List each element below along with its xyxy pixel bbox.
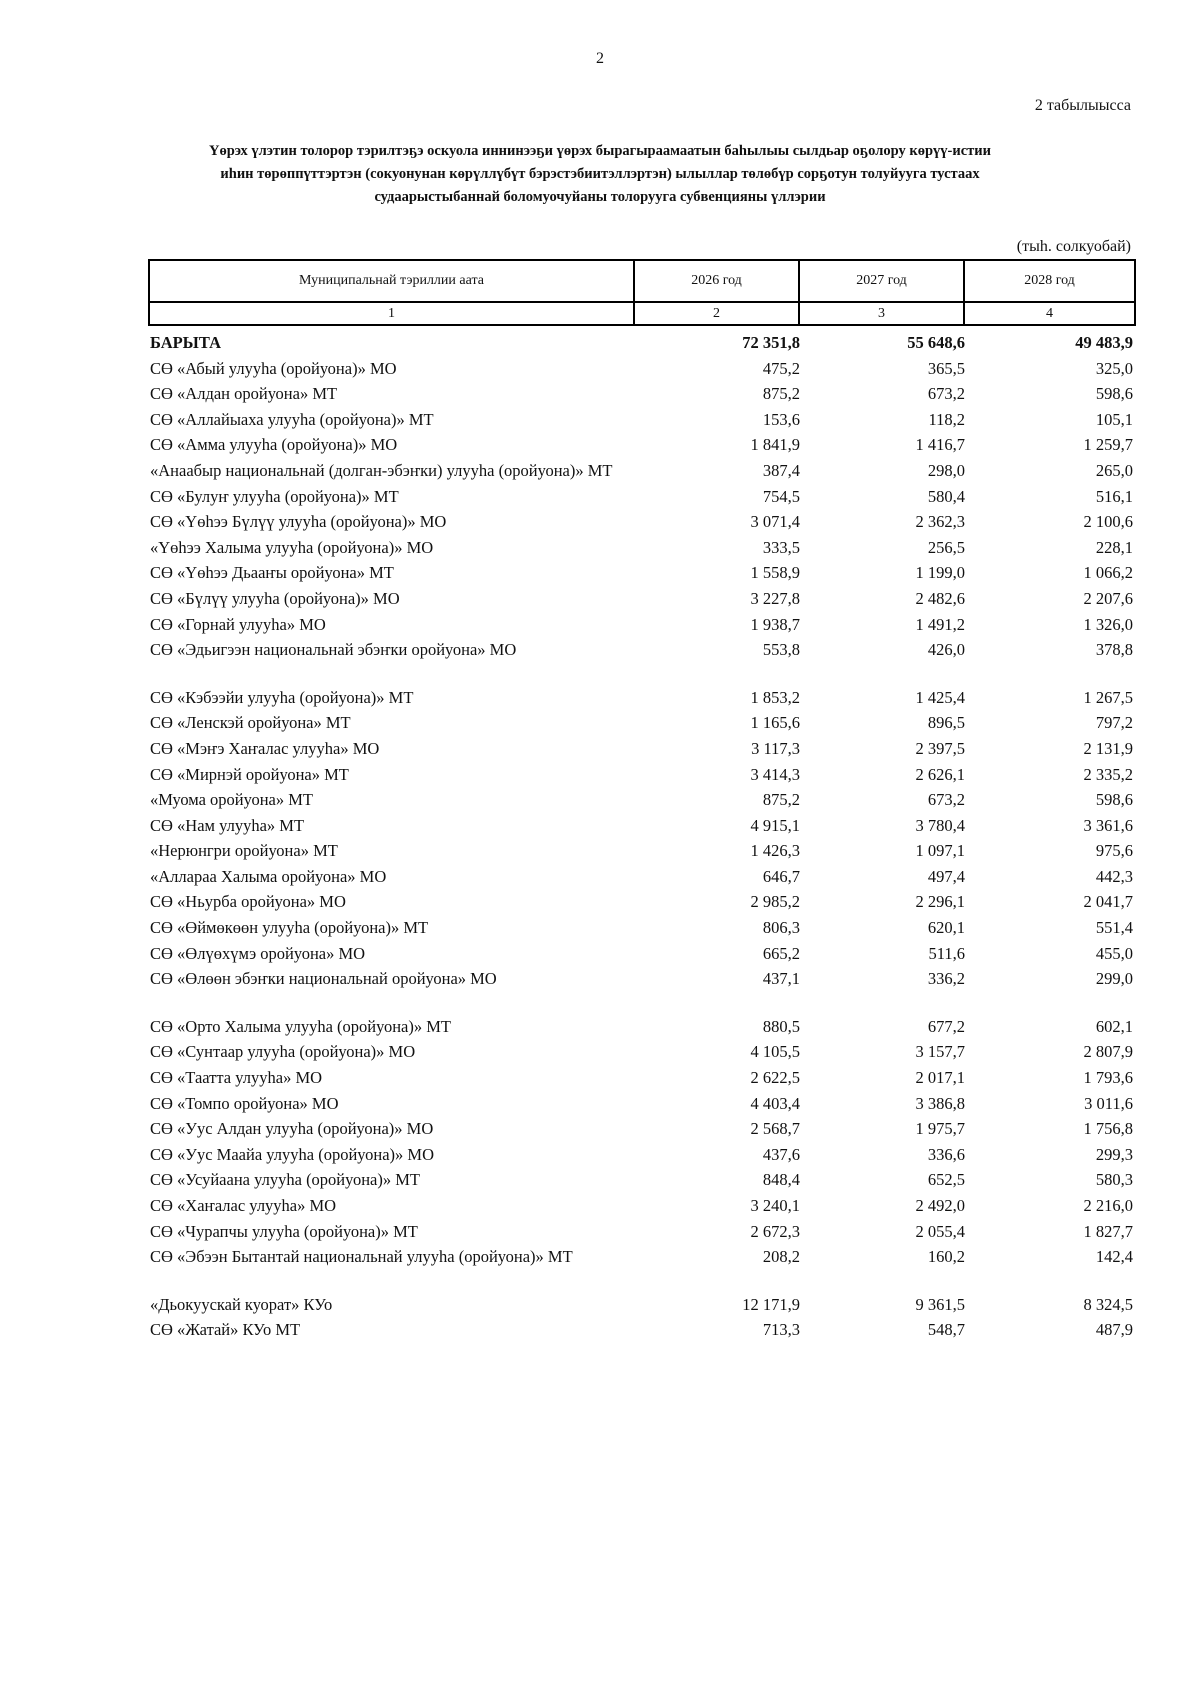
page-number: 2 <box>596 50 604 67</box>
value-2027: 580,4 <box>927 486 965 506</box>
value-2028: 299,3 <box>1095 1144 1133 1164</box>
value-2026: 880,5 <box>762 1016 800 1036</box>
municipality-name: СӨ «Амма улууһа (оройуона)» МО <box>150 435 398 455</box>
table-row <box>150 535 1133 561</box>
value-2028: 551,4 <box>1095 918 1133 938</box>
value-2028: 797,2 <box>1095 713 1133 733</box>
table-row <box>150 407 1133 433</box>
value-2028: 580,3 <box>1095 1170 1133 1190</box>
table-row <box>150 432 1133 458</box>
municipality-name: СӨ «Кэбээйи улууһа (оройуона)» МТ <box>150 687 414 707</box>
value-2026: 3 071,4 <box>750 512 800 532</box>
table-row <box>150 1167 1133 1193</box>
value-2027: 896,5 <box>927 713 965 733</box>
table-row <box>150 864 1133 890</box>
header-municipality: Муниципальнай тэриллии аата <box>149 260 634 302</box>
value-2027: 548,7 <box>927 1320 965 1340</box>
table-row <box>150 1142 1133 1168</box>
value-2026: 4 105,5 <box>750 1042 800 1062</box>
value-2028: 378,8 <box>1095 640 1133 660</box>
value-2027: 2 362,3 <box>915 512 965 532</box>
municipality-name: СӨ «Үөһээ Бүлүү улууһа (оройуона)» МО <box>150 512 447 532</box>
group-spacer <box>150 992 1133 1014</box>
value-2026: 875,2 <box>762 790 800 810</box>
value-2028: 228,1 <box>1095 537 1133 557</box>
value-2027: 1 491,2 <box>915 614 965 634</box>
value-2026: 387,4 <box>762 460 800 480</box>
value-2027: 118,2 <box>928 409 965 429</box>
value-2027: 160,2 <box>927 1247 965 1267</box>
value-2028: 2 041,7 <box>1083 892 1133 912</box>
value-2027: 1 416,7 <box>915 435 965 455</box>
value-2026: 208,2 <box>762 1247 800 1267</box>
value-2027: 3 386,8 <box>915 1093 965 1113</box>
table-row <box>150 560 1133 586</box>
municipality-name: СӨ «Абый улууһа (оройуона)» МО <box>150 358 397 378</box>
municipality-name: «Дьокуускай куорат» КУо <box>150 1294 333 1314</box>
value-2026: 848,4 <box>762 1170 800 1190</box>
value-2026: 475,2 <box>762 358 800 378</box>
municipality-name: «Нерюнгри оройуона» МТ <box>150 841 338 861</box>
value-2026: 1 558,9 <box>750 563 800 583</box>
municipality-name: СӨ «Мирнэй оройуона» МТ <box>150 764 349 784</box>
value-2026: 4 915,1 <box>750 815 800 835</box>
value-2028: 975,6 <box>1095 841 1133 861</box>
value-2027: 2 055,4 <box>915 1221 965 1241</box>
value-2026: 553,8 <box>762 640 800 660</box>
municipality-name: СӨ «Аллайыаха улууһа (оройуона)» МТ <box>150 409 434 429</box>
municipality-name: СӨ «Орто Халыма улууһа (оройуона)» МТ <box>150 1016 451 1036</box>
municipality-name: СӨ «Өлөөн эбэҥки национальнай оройуона» МО <box>150 969 497 989</box>
value-2028: 1 259,7 <box>1083 435 1133 455</box>
table-row <box>150 637 1133 663</box>
value-2026: 3 240,1 <box>750 1196 800 1215</box>
value-2028: 602,1 <box>1095 1016 1133 1036</box>
municipality-name: СӨ «Сунтаар улууһа (оройуона)» МО <box>150 1042 416 1062</box>
value-2026: 875,2 <box>762 384 800 404</box>
value-2028: 1 267,5 <box>1083 687 1133 707</box>
value-2027: 1 975,7 <box>915 1119 965 1139</box>
value-2028: 455,0 <box>1095 943 1133 963</box>
value-2028: 299,0 <box>1095 969 1133 989</box>
column-number: 3 <box>799 302 964 325</box>
group-spacer <box>150 663 1133 685</box>
column-number: 1 <box>149 302 634 325</box>
title-line: Үөрэх үлэтин толорор тэрилтэҕэ оскуола иннинээҕи үөрэх бырагыраамаатын баһылыы сылдьар оҕолору көрүү-истии <box>209 143 991 159</box>
annex-label: 2 табылыысса <box>1034 97 1131 114</box>
value-2026: 333,5 <box>762 537 800 557</box>
value-2028: 1 066,2 <box>1083 563 1133 583</box>
value-2028: 8 324,5 <box>1083 1294 1133 1314</box>
value-2028: 265,0 <box>1095 460 1133 480</box>
municipality-name: СӨ «Уус Алдан улууһа (оройуона)» МО <box>150 1119 434 1139</box>
value-2026: 646,7 <box>762 866 800 886</box>
value-2028: 1 827,7 <box>1083 1221 1133 1241</box>
value-2026: 3 227,8 <box>750 588 800 608</box>
municipality-name: «Муома оройуона» МТ <box>150 790 314 810</box>
value-2028: 2 207,6 <box>1083 588 1133 608</box>
municipality-name: СӨ «Уус Маайа улууһа (оройуона)» МО <box>150 1144 435 1164</box>
value-2028: 325,0 <box>1095 358 1133 378</box>
municipality-name: СӨ «Усуйаана улууһа (оройуона)» МТ <box>150 1170 421 1190</box>
table-row <box>150 586 1133 612</box>
value-2028: 487,9 <box>1095 1320 1133 1340</box>
value-2028: 2 100,6 <box>1083 512 1133 532</box>
table-row <box>150 1292 1133 1318</box>
table-row <box>150 381 1133 407</box>
municipality-name: СӨ «Эдьигээн национальнай эбэҥки оройуона» МО <box>150 640 517 660</box>
value-2028: 105,1 <box>1095 409 1133 429</box>
value-2026: 1 841,9 <box>750 435 800 455</box>
municipality-name: СӨ «Бүлүү улууһа (оройуона)» МО <box>150 588 400 608</box>
table-row <box>150 966 1133 992</box>
total-2027: 55 648,6 <box>907 333 965 352</box>
municipality-name: СӨ «Томпо оройуона» МО <box>150 1093 339 1113</box>
municipality-name: СӨ «Хаҥалас улууһа» МО <box>150 1196 337 1215</box>
value-2027: 2 626,1 <box>915 764 965 784</box>
value-2026: 4 403,4 <box>750 1093 800 1113</box>
municipality-name: СӨ «Ньурба оройуона» МО <box>150 892 346 912</box>
header-2027: 2027 год <box>799 260 964 302</box>
total-label: БАРЫТА <box>150 333 221 352</box>
total-2026: 72 351,8 <box>742 333 800 352</box>
value-2027: 2 397,5 <box>915 738 965 758</box>
table-row <box>150 612 1133 638</box>
value-2026: 665,2 <box>762 943 800 963</box>
table-row <box>150 1116 1133 1142</box>
value-2026: 2 672,3 <box>750 1221 800 1241</box>
value-2027: 1 199,0 <box>915 563 965 583</box>
table-row <box>150 762 1133 788</box>
table-row <box>150 889 1133 915</box>
municipality-name: СӨ «Үөһээ Дьааҥы оройуона» МТ <box>150 563 394 583</box>
group-spacer <box>150 1270 1133 1292</box>
value-2026: 1 938,7 <box>750 614 800 634</box>
table-row <box>150 915 1133 941</box>
table-row <box>150 484 1133 510</box>
value-2027: 2 017,1 <box>915 1068 965 1088</box>
municipality-name: СӨ «Жатай» КУо МТ <box>150 1320 301 1340</box>
header-2026: 2026 год <box>634 260 799 302</box>
table-row <box>150 1039 1133 1065</box>
municipality-name: СӨ «Өлүөхүмэ оройуона» МО <box>150 943 366 963</box>
table-row <box>150 1014 1133 1040</box>
municipality-name: СӨ «Горнай улууһа» МО <box>150 614 326 634</box>
value-2026: 12 171,9 <box>742 1294 800 1314</box>
value-2027: 3 780,4 <box>915 815 965 835</box>
municipality-name: СӨ «Мэҥэ Хаҥалас улууһа» МО <box>150 738 380 758</box>
value-2028: 2 807,9 <box>1083 1042 1133 1062</box>
value-2027: 511,6 <box>928 943 965 963</box>
value-2028: 1 326,0 <box>1083 614 1133 634</box>
value-2027: 673,2 <box>927 384 965 404</box>
municipality-name: СӨ «Өймөкөөн улууһа (оройуона)» МТ <box>150 918 429 938</box>
municipality-name: СӨ «Ленскэй оройуона» МТ <box>150 713 351 733</box>
table-row <box>150 356 1133 382</box>
table-row <box>150 838 1133 864</box>
units-label: (тыһ. солкуобай) <box>1016 238 1131 255</box>
value-2026: 153,6 <box>762 409 800 429</box>
value-2027: 620,1 <box>927 918 965 938</box>
value-2028: 516,1 <box>1095 486 1133 506</box>
table-header <box>148 259 1136 326</box>
municipality-name: СӨ «Алдан оройуона» МТ <box>150 384 338 404</box>
value-2027: 673,2 <box>927 790 965 810</box>
table-row <box>150 1065 1133 1091</box>
value-2027: 426,0 <box>927 640 965 660</box>
value-2028: 442,3 <box>1095 866 1133 886</box>
table-row <box>150 458 1133 484</box>
municipality-name: СӨ «Таатта улууһа» МО <box>150 1068 323 1088</box>
value-2028: 3 361,6 <box>1083 815 1133 835</box>
table-row <box>150 1193 1133 1219</box>
total-2028: 49 483,9 <box>1075 333 1133 352</box>
value-2027: 3 157,7 <box>915 1042 965 1062</box>
value-2026: 754,5 <box>762 486 800 506</box>
value-2026: 2 568,7 <box>750 1119 800 1139</box>
value-2027: 2 296,1 <box>915 892 965 912</box>
municipality-name: СӨ «Эбээн Бытантай национальнай улууһа (оройуона)» МТ <box>150 1247 573 1267</box>
table-row <box>150 710 1133 736</box>
municipality-name: «Анаабыр национальнай (долган-эбэҥки) улууһа (оройуона)» МТ <box>150 460 613 480</box>
table-row <box>150 1244 1133 1270</box>
municipality-name: СӨ «Булуҥ улууһа (оройуона)» МТ <box>150 486 399 506</box>
value-2026: 2 985,2 <box>750 892 800 912</box>
table-row <box>150 941 1133 967</box>
value-2026: 3 117,3 <box>751 738 800 758</box>
title-line: иһин төрөппүттэртэн (сокуонунан көрүллүбүт бэрэстэбиитэллэртэн) ылыллар төлөбүр сорҕотун толуйууга тустаах <box>220 166 980 182</box>
value-2028: 2 216,0 <box>1083 1196 1133 1215</box>
value-2028: 1 756,8 <box>1083 1119 1133 1139</box>
column-number: 4 <box>964 302 1135 325</box>
value-2027: 336,6 <box>927 1144 965 1164</box>
value-2027: 677,2 <box>927 1016 965 1036</box>
value-2028: 598,6 <box>1095 790 1133 810</box>
value-2027: 365,5 <box>927 358 965 378</box>
value-2027: 2 492,0 <box>915 1196 965 1215</box>
value-2027: 652,5 <box>927 1170 965 1190</box>
table-body <box>150 330 1133 1343</box>
value-2026: 437,6 <box>762 1144 800 1164</box>
value-2027: 497,4 <box>927 866 965 886</box>
value-2028: 3 011,6 <box>1084 1093 1133 1113</box>
value-2027: 298,0 <box>927 460 965 480</box>
value-2026: 2 622,5 <box>750 1068 800 1088</box>
municipality-name: СӨ «Чурапчы улууһа (оройуона)» МТ <box>150 1221 418 1241</box>
municipality-name: «Үөһээ Халыма улууһа (оройуона)» МО <box>150 537 434 557</box>
column-number: 2 <box>634 302 799 325</box>
value-2027: 336,2 <box>927 969 965 989</box>
table-row <box>150 509 1133 535</box>
value-2028: 1 793,6 <box>1083 1068 1133 1088</box>
total-row <box>150 330 1133 356</box>
value-2028: 2 335,2 <box>1083 764 1133 784</box>
header-2028: 2028 год <box>964 260 1135 302</box>
value-2026: 437,1 <box>762 969 800 989</box>
table-row <box>150 813 1133 839</box>
value-2026: 806,3 <box>762 918 800 938</box>
municipality-name: «Аллараа Халыма оройуона» МО <box>150 866 387 886</box>
table-row <box>150 736 1133 762</box>
value-2028: 598,6 <box>1095 384 1133 404</box>
municipality-name: СӨ «Нам улууһа» МТ <box>150 815 305 835</box>
value-2026: 1 853,2 <box>750 687 800 707</box>
table-row <box>150 685 1133 711</box>
title-line: судаарыстыбаннай боломуочуйаны толорууга субвенцияны үллэрии <box>374 189 826 205</box>
document-title <box>150 140 1050 209</box>
value-2027: 2 482,6 <box>915 588 965 608</box>
value-2027: 1 097,1 <box>915 841 965 861</box>
table-row <box>150 1091 1133 1117</box>
value-2028: 2 131,9 <box>1083 738 1133 758</box>
value-2027: 1 425,4 <box>915 687 965 707</box>
table-row <box>150 1219 1133 1245</box>
value-2027: 256,5 <box>927 537 965 557</box>
value-2026: 713,3 <box>762 1320 800 1340</box>
value-2028: 142,4 <box>1095 1247 1133 1267</box>
value-2026: 1 165,6 <box>750 713 800 733</box>
table-row <box>150 1317 1133 1343</box>
value-2026: 1 426,3 <box>750 841 800 861</box>
table-row <box>150 787 1133 813</box>
value-2026: 3 414,3 <box>750 764 800 784</box>
value-2027: 9 361,5 <box>915 1294 965 1314</box>
